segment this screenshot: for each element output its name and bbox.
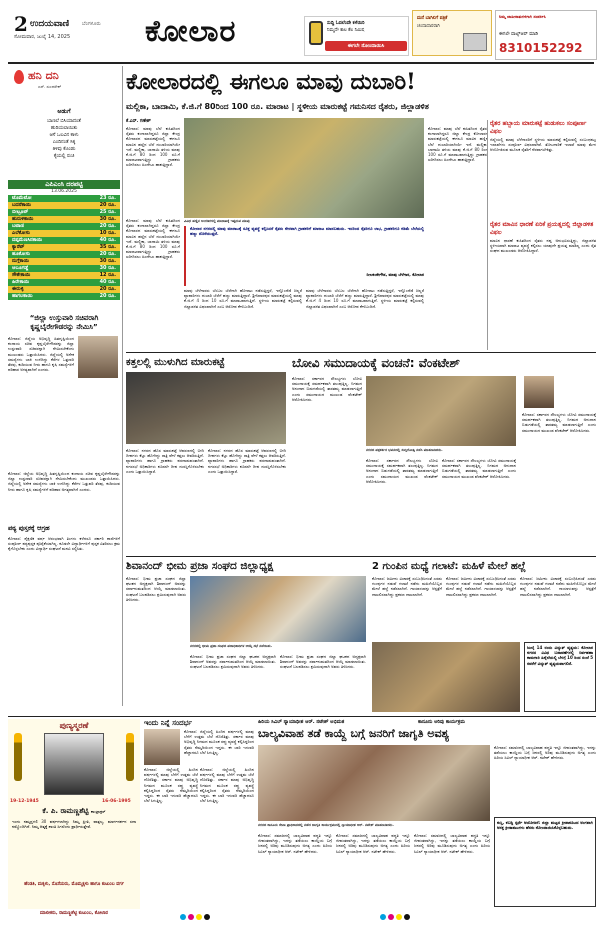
right-box1-title: ರೈತರ ಹಬ್ಬಾಯ ಮಾರುಕಟ್ಟೆ ಹುಡುಕಲು ಸಂಪೂರ್ಣ ವಿಫಲ (490, 120, 587, 135)
ad2-line2: ಚಂದಾದಾರರಾಗಿ (417, 24, 440, 29)
market-headline: ಕತ್ತಲಲ್ಲಿ ಮುಳುಗಿದ ಮಾರುಕಟ್ಟೆ (126, 357, 225, 368)
ad-whatsapp[interactable] (495, 10, 597, 60)
page-number: 2 (14, 12, 28, 36)
market-photo (126, 372, 286, 444)
reg-black (204, 914, 210, 920)
power-notice-text: ಜುಲೈ 14 ರಂದು ವಿದ್ಯುತ್ ವ್ಯತ್ಯಯ: ಕೋಲಾರ ನಗರದ ವಿವಿಧ ಬಡಾವಣೆಗಳಲ್ಲಿ ನಿರ್ವಹಣಾ ಕಾಮಗಾರಿ ಹಿನ್ನೆಲೆಯಲ್ಲಿ ಬೆಳಗ್ಗೆ 10 ರಿಂದ ಸಂಜೆ 5 ರವರೆಗೆ ವಿದ್ಯುತ್ ವ್ಯತ್ಯಯವಾಗಲಿದೆ. (527, 645, 593, 666)
history-title: ಇಂದು ನಿನ್ನೆ ಸಂದರ್ಭ (144, 719, 193, 727)
obit-title: ಪುಣ್ಯಸ್ಮರಣೆ (59, 721, 89, 730)
poem-title: ಅಡುಗೆ (57, 108, 71, 115)
lead-quote (184, 226, 424, 286)
market-body-1: ಕೋಲಾರ: ನಗರದ ಹೊಸ ಮಾರುಕಟ್ಟೆ ಆವರಣದಲ್ಲಿ ಬೀದಿ ದೀಪಗಳು ಕೆಟ್ಟು ಹೋಗಿದ್ದು ರಾತ್ರಿ ವೇಳೆ ಕತ್ತಲು ಆವರಿಸುತ್ತಿದೆ. ವ್ಯಾಪಾರಿಗಳು ಹಾಗೂ ಗ್ರಾಹಕರು ಪರದಾಡುವಂತಾಗಿದೆ. ನಗರಸಭೆ ಅಧಿಕಾರಿಗಳು ಕೂಡಲೇ ದೀಪ ದುರಸ್ತಿಗೊಳಿಸಬೇಕು ಎಂದು ಒತ್ತಾಯಿಸಿದ್ದಾರೆ. (126, 448, 204, 474)
right-column-divider (487, 120, 488, 350)
power-notice-box (524, 642, 596, 712)
history-body-3: ಕೋಲಾರ: ಜಿಲ್ಲೆಯಲ್ಲಿ ಹಿಂದಿನ ವರ್ಷಗಳಲ್ಲಿ ಮಾವು ಬೆಳೆಗೆ ಉತ್ತಮ ಬೆಲೆ ದೊರೆತಿತ್ತು. ಸರ್ಕಾರ ಮಾವು ಅಭಿವೃದ್ಧಿ ನಿಗಮದ ಮೂಲಕ ರಫ್ತು ವ್ಯವಸ್ಥೆ ಕಲ್ಪಿಸಿದ್ದರಿಂದ ರೈತರು ನೆಮ್ಮದಿಯಿಂದ ಇದ್ದರು. ಈ ಬಾರಿ ಇಳುವರಿ ಹೆಚ್ಚಾದರೂ ಬೆಲೆ ಸಿಗುತ್ತಿಲ್ಲ. (200, 767, 254, 804)
lower-rule (8, 716, 596, 717)
sidebar (8, 66, 120, 706)
footer-ad: ಮಾಲೀಕರು, ರಾಮಣ್ಣಶೆಟ್ಟಿ ಕುಟುಂಬ, ಕೋಲಾರ (39, 911, 109, 916)
price-value: 12 ರೂ. (99, 272, 116, 278)
child-headline: ಬಾಲ್ಯವಿವಾಹ ತಡೆ ಕಾಯ್ದೆ ಬಗ್ಗೆ ಜನರಿಗೆ ಜಾಗೃತಿ ಅವಶ್ಯ (258, 727, 450, 740)
fight-photo (372, 642, 520, 712)
price-value: 10 ರೂ. (99, 230, 116, 236)
bovi-headline: ಬೋವಿ ಸಮುದಾಯಕ್ಕೆ ವಂಚನೆ: ವೆಂಕಟೇಶ್ (292, 356, 460, 370)
lead-col3: ಮಾವು ಬೆಳೆಗಾರರು ಬೆಂಬಲ ಬೆಲೆಗಾಗಿ ಹೋರಾಟ ನಡೆಸುತ್ತಿದ್ದರೆ, ಇನ್ನೊಂದೆಡೆ ಚಿಲ್ಲರೆ ವ್ಯಾಪಾರಿಗಳು ದುಬಾರಿ ಬೆಲೆಗೆ ಹಣ್ಣು ಮಾರುತ್ತಿದ್ದಾರೆ. ಶ್ರೀನಿವಾಸಪುರ ಮಾರುಕಟ್ಟೆಯಲ್ಲಿ ಮಾವು ಕೆ.ಜಿ.ಗೆ 4 ರಿಂದ 10 ರೂ.ಗೆ ಮಾರಾಟವಾಗುತ್ತಿದೆ. ಸ್ಥಳೀಯ ಮಾರುಕಟ್ಟೆ ಕಲ್ಪಿಸುವಲ್ಲಿ ಜಿಲ್ಲಾಡಳಿತ ವಿಫಲವಾಗಿದೆ ಎಂಬ ಆರೋಪ ಕೇಳಿಬಂದಿದೆ. (306, 288, 424, 309)
price-value: 25 ರೂ. (99, 209, 116, 215)
quote-byline: ನೀಲಕಂಠೇಗೌಡ, ಮಾವು ಬೆಳೆಗಾರ, ಕೋಲಾರ (366, 272, 424, 277)
price-item: ಹಾಗಲಕಾಯಿ (12, 293, 33, 299)
reg-magenta (388, 914, 394, 920)
ad3-line1: ನಿಮ್ಮ ಜಾಹೀರಾತುಗಳಿಗಾಗಿ ಸಂಪರ್ಕಿಸಿ (499, 14, 546, 19)
fight-body-1: ಕೋಲಾರ: ಜಮೀನು ವಿಚಾರಕ್ಕೆ ಸಂಬಂಧಿಸಿದಂತೆ ಎರಡು ಗುಂಪುಗಳ ನಡುವೆ ಗಲಾಟೆ ನಡೆದು ಮಹಿಳೆಯೊಬ್ಬರ ಮೇಲೆ ಹಲ್ಲೆ ನಡೆಸಲಾಗಿದೆ. ಗಾಯಾಳುವನ್ನು ಆಸ್ಪತ್ರೆಗೆ ದಾಖಲಿಸಲಾಗಿದ್ದು ಪ್ರಕರಣ ದಾಖಲಾಗಿದೆ. (372, 576, 442, 597)
sidebar-divider (122, 66, 123, 706)
ad-delivery[interactable] (412, 10, 492, 56)
lead-byline: ಕೆ.ಎಸ್. ಗಣೇಶ್ (126, 119, 151, 124)
child-kicker: ಹಿರಿಯ ಸಿವಿಲ್ ನ್ಯಾಯಾಧೀಶ ಆರ್. ನಟೇಶ್ ಅಭಿಮತ (258, 719, 345, 725)
price-row (8, 244, 120, 251)
poem-line: ಬಾಣಲೆ ಬಿಸಿಯಾದಂತೆ (47, 119, 81, 124)
price-row (8, 251, 120, 258)
right-box2-text: ಮಾವಿನ ಧಾರಣೆ ಕುಸಿತದಿಂದ ರೈತರು ನಷ್ಟ ಅನುಭವಿಸುತ್ತಿದ್ದು, ಜಿಲ್ಲಾಡಳಿತ ಸ್ಥಳೀಯವಾಗಿ ಮಾರಾಟ ವ್ಯವಸ್ಥೆ ಕಲ್ಪಿಸಲು ಯಾವುದೇ ಪ್ರಯತ್ನ ಮಾಡಿಲ್ಲ ಎಂದು ರೈತ ಸಂಘದ ಮುಖಂಡರು ಆರೋಪಿಸಿದ್ದಾರೆ. (490, 238, 596, 254)
apmc-title: ಎಪಿಎಂಸಿ ದರಪಟ್ಟಿ (8, 180, 120, 189)
ad3-line2: ಈಗಲೇ ವಾಟ್ಸ್‌ಆಪ್ ಮಾಡಿ (499, 32, 538, 37)
obit-name-text: ಕೆ. ಪಿ. ರಾಮಣ್ಣಶೆಟ್ಟಿ (42, 807, 89, 815)
lead-col2: ಮಾವು ಬೆಳೆಗಾರರು ಬೆಂಬಲ ಬೆಲೆಗಾಗಿ ಹೋರಾಟ ನಡೆಸುತ್ತಿದ್ದರೆ, ಇನ್ನೊಂದೆಡೆ ಚಿಲ್ಲರೆ ವ್ಯಾಪಾರಿಗಳು ದುಬಾರಿ ಬೆಲೆಗೆ ಹಣ್ಣು ಮಾರುತ್ತಿದ್ದಾರೆ. ಶ್ರೀನಿವಾಸಪುರ ಮಾರುಕಟ್ಟೆಯಲ್ಲಿ ಮಾವು ಕೆ.ಜಿ.ಗೆ 4 ರಿಂದ 10 ರೂ.ಗೆ ಮಾರಾಟವಾಗುತ್ತಿದೆ. ಸ್ಥಳೀಯ ಮಾರುಕಟ್ಟೆ ಕಲ್ಪಿಸುವಲ್ಲಿ ಜಿಲ್ಲಾಡಳಿತ ವಿಫಲವಾಗಿದೆ ಎಂಬ ಆರೋಪ ಕೇಳಿಬಂದಿದೆ. (184, 288, 302, 309)
sidebar-story-headline: “ಜಿಲ್ಲಾ ಉಸ್ತುವಾರಿ ಸಚಿವರಾಗಿ ಕೃಷ್ಣಬೈರೇಗೌಡರನ್ನು ನೇಮಿಸಿ” (29, 314, 99, 331)
price-item: ದಪ್ಪಮೆಣಸಿನಕಾಯಿ (12, 237, 43, 243)
child-body-1: ಕೋಲಾರ: ಸಮಾಜದಲ್ಲಿ ಬಾಲ್ಯವಿವಾಹ ಪದ್ಧತಿ ಇನ್ನೂ ಜೀವಂತವಾಗಿದ್ದು, ಇದನ್ನು ತಡೆಯಲು ಕಾಯ್ದೆಯ ಬಗ್ಗೆ ಜನರಲ್ಲಿ ಅರಿವು ಮೂಡಿಸುವುದು ಅಗತ್ಯ ಎಂದು ಹಿರಿಯ ಸಿವಿಲ್ ನ್ಯಾಯಾಧೀಶ ಆರ್. ನಟೇಶ್ ಹೇಳಿದರು. (258, 833, 332, 854)
shivanand-caption: ನಗರದಲ್ಲಿ ಭೀಮ ಪ್ರಜಾ ಸಂಘದ ಪದಾಧಿಕಾರಿಗಳ ಆಯ್ಕೆ ಸಭೆ ನಡೆಯಿತು. (190, 644, 272, 648)
market-story (126, 356, 286, 554)
history-photo (144, 729, 180, 765)
price-row (8, 258, 120, 265)
market-body-2: ಕೋಲಾರ: ನಗರದ ಹೊಸ ಮಾರುಕಟ್ಟೆ ಆವರಣದಲ್ಲಿ ಬೀದಿ ದೀಪಗಳು ಕೆಟ್ಟು ಹೋಗಿದ್ದು ರಾತ್ರಿ ವೇಳೆ ಕತ್ತಲು ಆವರಿಸುತ್ತಿದೆ. ವ್ಯಾಪಾರಿಗಳು ಹಾಗೂ ಗ್ರಾಹಕರು ಪರದಾಡುವಂತಾಗಿದೆ. ನಗರಸಭೆ ಅಧಿಕಾರಿಗಳು ಕೂಡಲೇ ದೀಪ ದುರಸ್ತಿಗೊಳಿಸಬೇಕು ಎಂದು ಒತ್ತಾಯಿಸಿದ್ದಾರೆ. (208, 448, 286, 474)
child-body-4: ಕೋಲಾರ: ಸಮಾಜದಲ್ಲಿ ಬಾಲ್ಯವಿವಾಹ ಪದ್ಧತಿ ಇನ್ನೂ ಜೀವಂತವಾಗಿದ್ದು, ಇದನ್ನು ತಡೆಯಲು ಕಾಯ್ದೆಯ ಬಗ್ಗೆ ಜನರಲ್ಲಿ ಅರಿವು ಮೂಡಿಸುವುದು ಅಗತ್ಯ ಎಂದು ಹಿರಿಯ ಸಿವಿಲ್ ನ್ಯಾಯಾಧೀಶ ಆರ್. ನಟೇಶ್ ಹೇಳಿದರು. (494, 745, 596, 761)
brand-byline: ಎಸ್. ಸುಂದರೇಶ್ (38, 84, 62, 89)
lead-col1-cont: ಕೋಲಾರ: ಮಾವು ಬೆಲೆ ಕುಸಿತದಿಂದ ರೈತರು ಕಂಗಾಲಾಗಿದ್ದರೂ ಜಿಲ್ಲಾ ಕೇಂದ್ರ ಕೋಲಾರದ ಮಾರುಕಟ್ಟೆಯಲ್ಲಿ ಈಗಲೂ ಮಾವಿನ ಹಣ್ಣಿನ ಬೆಲೆ ದುಬಾರಿಯಾಗಿಯೇ ಇದೆ. ಮಲ್ಲಿಕಾ, ಬಾದಾಮಿ ತಳಿಯ ಮಾವು ಕೆ.ಜಿ.ಗೆ 80 ರಿಂದ 100 ರೂ.ಗೆ ಮಾರಾಟವಾಗುತ್ತಿದ್ದು ಗ್ರಾಹಕರು ಖರೀದಿಸಲು ಹಿಂದೇಟು ಹಾಕುತ್ತಿದ್ದಾರೆ. (126, 218, 180, 260)
sidebar-story-body: ಕೋಲಾರ: ಜಿಲ್ಲೆಯ ಅಭಿವೃದ್ಧಿ ಹಿತದೃಷ್ಟಿಯಿಂದ ಕಂದಾಯ ಸಚಿವ ಕೃಷ್ಣಬೈರೇಗೌಡರನ್ನು ಜಿಲ್ಲಾ ಉಸ್ತುವಾರಿ ಸಚಿವರನ್ನಾಗಿ ನೇಮಿಸಬೇಕೆಂದು ಮುಖಂಡರು ಒತ್ತಾಯಿಸಿದರು. ಜಿಲ್ಲೆಯಲ್ಲಿ ಅನೇಕ ಸಮಸ್ಯೆಗಳು ಬಾಕಿ ಉಳಿದಿದ್ದು ಕೆರೆಗಳ ಒತ್ತುವರಿ ತೆರವು, ಕುಡಿಯುವ ನೀರು ಹಾಗೂ ಕೃಷಿ ಸಮಸ್ಯೆಗಳಿಗೆ ಪರಿಹಾರ ಅಗತ್ಯವಾಗಿದೆ ಎಂದರು. (8, 336, 74, 373)
poem-line: ಎಂದಿನಂತೆ ಸಿಕ್ಕ (52, 140, 76, 145)
bovi-body-4: ಕೋಲಾರ: ಸರ್ಕಾರದ ಸೌಲಭ್ಯಗಳು ಬೋವಿ ಸಮುದಾಯಕ್ಕೆ ಸಮರ್ಪಕವಾಗಿ ತಲುಪುತ್ತಿಲ್ಲ. ನಿಗಮದ ಅನುದಾನ ಬಿಡುಗಡೆಯಲ್ಲಿ ತಾರತಮ್ಯ ಮಾಡಲಾಗುತ್ತಿದೆ ಎಂದು ಸಮುದಾಯದ ಮುಖಂಡ ವೆಂಕಟೇಶ್ ಆರೋಪಿಸಿದರು. (522, 412, 596, 433)
city-tag: ಬೆಂಗಳೂರು (82, 21, 101, 27)
price-row (8, 237, 120, 244)
price-value: 20 ರೂ. (99, 251, 116, 257)
history-body-2: ಕೋಲಾರ: ಜಿಲ್ಲೆಯಲ್ಲಿ ಹಿಂದಿನ ವರ್ಷಗಳಲ್ಲಿ ಮಾವು ಬೆಳೆಗೆ ಉತ್ತಮ ಬೆಲೆ ದೊರೆತಿತ್ತು. ಸರ್ಕಾರ ಮಾವು ಅಭಿವೃದ್ಧಿ ನಿಗಮದ ಮೂಲಕ ರಫ್ತು ವ್ಯವಸ್ಥೆ ಕಲ್ಪಿಸಿದ್ದರಿಂದ ರೈತರು ನೆಮ್ಮದಿಯಿಂದ ಇದ್ದರು. ಈ ಬಾರಿ ಇಳುವರಿ ಹೆಚ್ಚಾದರೂ ಬೆಲೆ ಸಿಗುತ್ತಿಲ್ಲ. (144, 767, 198, 804)
apmc-price-list (8, 195, 120, 300)
price-item: ಈರುಳ್ಳಿ (12, 286, 24, 292)
ad1-cta[interactable]: ಈಗಲೇ ನೋಂದಾಯಿಸಿ (325, 41, 407, 51)
reg-yellow (196, 914, 202, 920)
lead-bottom-rule (126, 352, 596, 353)
price-item: ಆಲೂಗಡ್ಡೆ (12, 265, 29, 271)
phone-icon (309, 21, 323, 45)
lamp-right-icon (126, 733, 134, 781)
fight-headline: 2 ಗುಂಪಿನ ಮಧ್ಯೆ ಗಲಾಟೆ: ಮಹಿಳೆ ಮೇಲೆ ಹಲ್ಲೆ (372, 561, 526, 572)
sports-box-text: ಕುಸ್ತಿ, ಕಬಡ್ಡಿ ಸ್ಪರ್ಧೆ ಆಯೋಜನೆ: ಜಿಲ್ಲಾ ಮಟ್ಟದ ಕ್ರೀಡಾಕೂಟದ ಅಂಗವಾಗಿ ಆಸಕ್ತ ಕ್ರೀಡಾಪಟುಗಳು ಹೆಸರು ನೋಂದಾಯಿಸಿಕೊಳ್ಳಬಹುದು. (497, 820, 593, 831)
bovi-caption: ನಗರದ ಪತ್ರಕರ್ತರ ಭವನದಲ್ಲಿ ಸುದ್ದಿಗೋಷ್ಠಿ ನಡೆಸಿ ಮಾತನಾಡಿದರು. (366, 448, 443, 452)
child-photo (258, 745, 490, 821)
right-box1-text: ಜಿಲ್ಲೆಯಲ್ಲಿ ಮಾವು ಬೆಳೆಗಾರರಿಗೆ ಸ್ಥಳೀಯ ಮಾರುಕಟ್ಟೆ ಕಲ್ಪಿಸುವಲ್ಲಿ ಸಂಬಂಧಪಟ್ಟ ಇಲಾಖೆಗಳು ಸಂಪೂರ್ಣ ವಿಫಲವಾಗಿವೆ. ತೋಟಗಾರಿಕೆ ಇಲಾಖೆ ಮಾವು ಮೇಳ ಆಯೋಜಿಸುವ ಮೂಲಕ ರೈತರಿಗೆ ನೆರವಾಗಬೇಕಿತ್ತು. (490, 137, 596, 153)
history-body-1: ಕೋಲಾರ: ಜಿಲ್ಲೆಯಲ್ಲಿ ಹಿಂದಿನ ವರ್ಷಗಳಲ್ಲಿ ಮಾವು ಬೆಳೆಗೆ ಉತ್ತಮ ಬೆಲೆ ದೊರೆತಿತ್ತು. ಸರ್ಕಾರ ಮಾವು ಅಭಿವೃದ್ಧಿ ನಿಗಮದ ಮೂಲಕ ರಫ್ತು ವ್ಯವಸ್ಥೆ ಕಲ್ಪಿಸಿದ್ದರಿಂದ ರೈತರು ನೆಮ್ಮದಿಯಿಂದ ಇದ್ದರು. ಈ ಬಾರಿ ಇಳುವರಿ ಹೆಚ್ಚಾದರೂ ಬೆಲೆ ಸಿಗುತ್ತಿಲ್ಲ. (184, 729, 254, 755)
price-value: 30 ರೂ. (99, 265, 116, 271)
reg-cyan (180, 914, 186, 920)
reg-black (404, 914, 410, 920)
shivanand-body-1: ಕೋಲಾರ: ಭೀಮ ಪ್ರಜಾ ಸಂಘದ ಜಿಲ್ಲಾ ಘಟಕದ ಅಧ್ಯಕ್ಷರಾಗಿ ಶಿವಾನಂದ್ ಅವರನ್ನು ಸರ್ವಾನುಮತದಿಂದ ಆಯ್ಕೆ ಮಾಡಲಾಯಿತು. ಸಂಘಟನೆ ಬಲಪಡಿಸಲು ಶ್ರಮಿಸುವುದಾಗಿ ಅವರು ತಿಳಿಸಿದರು. (126, 576, 186, 602)
price-item: ಸೌತೇಕಾಯಿ (12, 272, 31, 278)
shivanand-photo (190, 576, 366, 642)
bovi-story (292, 356, 596, 554)
obit-name (8, 807, 140, 816)
ad-subscribe[interactable] (304, 16, 409, 56)
bovi-body-2: ಕೋಲಾರ: ಸರ್ಕಾರದ ಸೌಲಭ್ಯಗಳು ಬೋವಿ ಸಮುದಾಯಕ್ಕೆ ಸಮರ್ಪಕವಾಗಿ ತಲುಪುತ್ತಿಲ್ಲ. ನಿಗಮದ ಅನುದಾನ ಬಿಡುಗಡೆಯಲ್ಲಿ ತಾರತಮ್ಯ ಮಾಡಲಾಗುತ್ತಿದೆ ಎಂದು ಸಮುದಾಯದ ಮುಖಂಡ ವೆಂಕಟೇಶ್ ಆರೋಪಿಸಿದರು. (366, 458, 438, 484)
fight-body-3: ಕೋಲಾರ: ಜಮೀನು ವಿಚಾರಕ್ಕೆ ಸಂಬಂಧಿಸಿದಂತೆ ಎರಡು ಗುಂಪುಗಳ ನಡುವೆ ಗಲಾಟೆ ನಡೆದು ಮಹಿಳೆಯೊಬ್ಬರ ಮೇಲೆ ಹಲ್ಲೆ ನಡೆಸಲಾಗಿದೆ. ಗಾಯಾಳುವನ್ನು ಆಸ್ಪತ್ರೆಗೆ ದಾಖಲಿಸಲಾಗಿದ್ದು ಪ್ರಕರಣ ದಾಖಲಾಗಿದೆ. (520, 576, 596, 597)
paper-name: ಉದಯವಾಣಿ (30, 19, 70, 29)
price-value: 20 ರೂ. (99, 202, 116, 208)
mango-photo (184, 118, 424, 218)
price-row (8, 202, 120, 209)
honey-logo-icon (14, 70, 24, 84)
price-value: 30 ರೂ. (99, 258, 116, 264)
registration-marks (180, 914, 210, 920)
lead-col4: ಕೋಲಾರ: ಮಾವು ಬೆಲೆ ಕುಸಿತದಿಂದ ರೈತರು ಕಂಗಾಲಾಗಿದ್ದರೂ ಜಿಲ್ಲಾ ಕೇಂದ್ರ ಕೋಲಾರದ ಮಾರುಕಟ್ಟೆಯಲ್ಲಿ ಈಗಲೂ ಮಾವಿನ ಹಣ್ಣಿನ ಬೆಲೆ ದುಬಾರಿಯಾಗಿಯೇ ಇದೆ. ಮಲ್ಲಿಕಾ, ಬಾದಾಮಿ ತಳಿಯ ಮಾವು ಕೆ.ಜಿ.ಗೆ 80 ರಿಂದ 100 ರೂ.ಗೆ ಮಾರಾಟವಾಗುತ್ತಿದ್ದು ಗ್ರಾಹಕರು ಖರೀದಿಸಲು ಹಿಂದೇಟು ಹಾಕುತ್ತಿದ್ದಾರೆ. (428, 126, 488, 163)
obit-name-suffix: ಕಾಂಟ್ರಾಕ್ಟರ್ (90, 809, 106, 814)
poem (8, 118, 120, 160)
price-item: ಹೂಕೋಸು (12, 251, 30, 257)
price-row (8, 216, 120, 223)
right-box2-title: ರೈತರ ಮಾವಿನ ಧಾರಣೆ ಏರಿಕೆ ಪ್ರಯತ್ನದಲ್ಲಿ ಜಿಲ್ಲಾಡಳಿತ ವಿಫಲ (490, 221, 594, 236)
right-column (490, 120, 596, 350)
ad2-line1: ಮನೆ ಬಾಗಿಲಿಗೆ ಪತ್ರಿಕೆ (417, 16, 448, 21)
price-value: 40 ರೂ. (99, 237, 116, 243)
child-marriage-story (258, 719, 596, 909)
price-value: 40 ರೂ. (99, 279, 116, 285)
price-row (8, 230, 120, 237)
price-item: ಕ್ಯಾರೆಟ್ (12, 244, 25, 250)
lead-col1: ಕೋಲಾರ: ಮಾವು ಬೆಲೆ ಕುಸಿತದಿಂದ ರೈತರು ಕಂಗಾಲಾಗಿದ್ದರೂ ಜಿಲ್ಲಾ ಕೇಂದ್ರ ಕೋಲಾರದ ಮಾರುಕಟ್ಟೆಯಲ್ಲಿ ಈಗಲೂ ಮಾವಿನ ಹಣ್ಣಿನ ಬೆಲೆ ದುಬಾರಿಯಾಗಿಯೇ ಇದೆ. ಮಲ್ಲಿಕಾ, ಬಾದಾಮಿ ತಳಿಯ ಮಾವು ಕೆ.ಜಿ.ಗೆ 80 ರಿಂದ 100 ರೂ.ಗೆ ಮಾರಾಟವಾಗುತ್ತಿದ್ದು ಗ್ರಾಹಕರು ಖರೀದಿಸಲು ಹಿಂದೇಟು ಹಾಕುತ್ತಿದ್ದಾರೆ. (126, 126, 180, 168)
price-item: ಬದನೆಕಾಯಿ (12, 202, 31, 208)
apmc-date: 13.06.2025 (8, 189, 120, 195)
price-item: ನುಗ್ಗೆಕಾಯಿ (12, 258, 29, 264)
poem-line: ತಿಳಿವು ಕೊಂಡು (52, 147, 76, 152)
sidebar-story-body-cont: ಕೋಲಾರ: ಜಿಲ್ಲೆಯ ಅಭಿವೃದ್ಧಿ ಹಿತದೃಷ್ಟಿಯಿಂದ ಕಂದಾಯ ಸಚಿವ ಕೃಷ್ಣಬೈರೇಗೌಡರನ್ನು ಜಿಲ್ಲಾ ಉಸ್ತುವಾರಿ ಸಚಿವರನ್ನಾಗಿ ನೇಮಿಸಬೇಕೆಂದು ಮುಖಂಡರು ಒತ್ತಾಯಿಸಿದರು. ಜಿಲ್ಲೆಯಲ್ಲಿ ಅನೇಕ ಸಮಸ್ಯೆಗಳು ಬಾಕಿ ಉಳಿದಿದ್ದು ಕೆರೆಗಳ ಒತ್ತುವರಿ ತೆರವು, ಕುಡಿಯುವ ನೀರು ಹಾಗೂ ಕೃಷಿ ಸಮಸ್ಯೆಗಳಿಗೆ ಪರಿಹಾರ ಅಗತ್ಯವಾಗಿದೆ ಎಂದರು. (8, 471, 120, 492)
shivanand-body-3: ಕೋಲಾರ: ಭೀಮ ಪ್ರಜಾ ಸಂಘದ ಜಿಲ್ಲಾ ಘಟಕದ ಅಧ್ಯಕ್ಷರಾಗಿ ಶಿವಾನಂದ್ ಅವರನ್ನು ಸರ್ವಾನುಮತದಿಂದ ಆಯ್ಕೆ ಮಾಡಲಾಯಿತು. ಸಂಘಟನೆ ಬಲಪಡಿಸಲು ಶ್ರಮಿಸುವುದಾಗಿ ಅವರು ತಿಳಿಸಿದರು. (280, 654, 366, 670)
masthead-rule (8, 62, 594, 64)
price-row (8, 195, 120, 202)
obit-born: 19-12-1945 (10, 799, 39, 804)
poem-line: ಹುರಿಯಲಾಯಿತು (50, 126, 78, 131)
poem-line: ಆಸೆ ಒಲವಿನ ಕಾಳು (49, 133, 79, 138)
shivanand-story (126, 560, 366, 714)
apmc-box (8, 180, 120, 300)
price-value: 20 ರೂ. (99, 223, 116, 229)
price-row (8, 286, 120, 293)
reg-cyan (380, 914, 386, 920)
shivanand-headline: ಶಿವಾನಂದ್ ಭೀಮ ಪ್ರಜಾ ಸಂಘದ ಜಿಲ್ಲಾಧ್ಯಕ್ಷ (126, 560, 274, 572)
section-title: ಕೋಲಾರ (145, 14, 237, 49)
bovi-body-1: ಕೋಲಾರ: ಸರ್ಕಾರದ ಸೌಲಭ್ಯಗಳು ಬೋವಿ ಸಮುದಾಯಕ್ಕೆ ಸಮರ್ಪಕವಾಗಿ ತಲುಪುತ್ತಿಲ್ಲ. ನಿಗಮದ ಅನುದಾನ ಬಿಡುಗಡೆಯಲ್ಲಿ ತಾರತಮ್ಯ ಮಾಡಲಾಗುತ್ತಿದೆ ಎಂದು ಸಮುದಾಯದ ಮುಖಂಡ ವೆಂಕಟೇಶ್ ಆರೋಪಿಸಿದರು. (292, 376, 362, 402)
ad1-line2: ನಿಮ್ಮದೇ ಕಾಲ ಕೆಲ ನಿಮಿಷ (327, 28, 365, 33)
sports-box (494, 817, 596, 907)
quote-text: ಕೋಲಾರ ನಗರದಲ್ಲಿ ಮಾವು ಮಾರಾಟಕ್ಕೆ ಸೂಕ್ತ ವ್ಯವಸ್ಥೆ ಕಲ್ಪಿಸಿದರೆ ರೈತರು ನೇರವಾಗಿ ಗ್ರಾಹಕರಿಗೆ ಮಾರಾಟ ಮಾಡಬಹುದು. ಇದರಿಂದ ರೈತರಿಗೂ ಲಾಭ, ಗ್ರಾಹಕರಿಗೂ ಕಡಿಮೆ ಬೆಲೆಯಲ್ಲಿ ಹಣ್ಣು ದೊರೆಯುತ್ತದೆ. (190, 226, 424, 237)
price-item: ಹುರುಳಿಕಾಯಿ (12, 216, 34, 222)
price-value: 20 ರೂ. (99, 286, 116, 292)
sidebar-story2-body: ಕೋಲಾರ: ಶೈಕ್ಷಣಿಕ ವರ್ಷ ಆರಂಭವಾಗಿ ತಿಂಗಳು ಕಳೆದರೂ ಸರ್ಕಾರಿ ಶಾಲೆಗಳಿಗೆ ಸಂಪೂರ್ಣ ಪಠ್ಯಪುಸ್ತಕ ಪೂರೈಕೆಯಾಗಿಲ್ಲ. ಕೂಡಲೇ ವಿದ್ಯಾರ್ಥಿಗಳಿಗೆ ಪುಸ್ತಕ ವಿತರಿಸಲು ಕ್ರಮ ಕೈಗೊಳ್ಳಬೇಕು ಎಂದು ವಿದ್ಯಾರ್ಥಿ ಸಂಘಟನೆ ಮನವಿ ಸಲ್ಲಿಸಿತು. (8, 536, 120, 552)
price-row (8, 265, 120, 272)
poem-line: ಕೈಯಲ್ಲಿ ರುಚಿ (53, 154, 75, 159)
brand-title: ಹನಿ ದನಿ (28, 69, 59, 82)
reg-magenta (188, 914, 194, 920)
newspaper-icon (463, 33, 487, 51)
price-value: 20 ರೂ. (99, 293, 116, 299)
mango-photo-caption: ವಿವಿಧ ಹಣ್ಣಿನ ಅಂಗಡಿಗಳಲ್ಲಿ ಮಾರಾಟಕ್ಕೆ ಇಟ್ಟಿರುವ ಮಾವು (184, 219, 250, 223)
price-item: ಬೀಟ್ರೂಟ್ (12, 209, 29, 215)
lead-subhead: ಮಲ್ಲಿಕಾ, ಬಾದಾಮಿ, ಕೆ.ಜಿ.ಗೆ 80ರಿಂದ 100 ರೂ. ಮಾರಾಟ | ಸ್ಥಳೀಯ ಮಾರುಕಟ್ಟೆ ಗಮನಿಸದ ರೈತರು, ಜಿಲ್ಲಾಡಳಿತ (126, 102, 429, 111)
child-body-2: ಕೋಲಾರ: ಸಮಾಜದಲ್ಲಿ ಬಾಲ್ಯವಿವಾಹ ಪದ್ಧತಿ ಇನ್ನೂ ಜೀವಂತವಾಗಿದ್ದು, ಇದನ್ನು ತಡೆಯಲು ಕಾಯ್ದೆಯ ಬಗ್ಗೆ ಜನರಲ್ಲಿ ಅರಿವು ಮೂಡಿಸುವುದು ಅಗತ್ಯ ಎಂದು ಹಿರಿಯ ಸಿವಿಲ್ ನ್ಯಾಯಾಧೀಶ ಆರ್. ನಟೇಶ್ ಹೇಳಿದರು. (336, 833, 410, 854)
masthead (0, 0, 600, 64)
price-row (8, 293, 120, 300)
shivanand-body-2: ಕೋಲಾರ: ಭೀಮ ಪ್ರಜಾ ಸಂಘದ ಜಿಲ್ಲಾ ಘಟಕದ ಅಧ್ಯಕ್ಷರಾಗಿ ಶಿವಾನಂದ್ ಅವರನ್ನು ಸರ್ವಾನುಮತದಿಂದ ಆಯ್ಕೆ ಮಾಡಲಾಯಿತು. ಸಂಘಟನೆ ಬಲಪಡಿಸಲು ಶ್ರಮಿಸುವುದಾಗಿ ಅವರು ತಿಳಿಸಿದರು. (190, 654, 276, 670)
price-value: 35 ರೂ. (99, 244, 116, 250)
price-row (8, 209, 120, 216)
price-row (8, 272, 120, 279)
price-item: ಬಟಾಣಿ (12, 223, 24, 229)
ad3-phone[interactable]: 8310152292 (499, 41, 583, 55)
child-caption: ನಗರದ ಕಾನೂನು ಸೇವಾ ಪ್ರಾಧಿಕಾರದಲ್ಲಿ ನಡೆದ ಜಾಗೃತಿ ಕಾರ್ಯಕ್ರಮದಲ್ಲಿ ನ್ಯಾಯಾಧೀಶ ಆರ್. ನಟೇಶ್ ಮಾತನಾಡಿದರು. (258, 823, 394, 827)
sidebar-story2-headline: ಪಠ್ಯ ಪುಸ್ತಕಕ್ಕೆ ಆಗ್ರಹ (8, 524, 50, 532)
person-photo (78, 336, 118, 378)
mid-rule (126, 556, 596, 557)
obit-died: 16-06-1995 (102, 799, 131, 804)
child-body-3: ಕೋಲಾರ: ಸಮಾಜದಲ್ಲಿ ಬಾಲ್ಯವಿವಾಹ ಪದ್ಧತಿ ಇನ್ನೂ ಜೀವಂತವಾಗಿದ್ದು, ಇದನ್ನು ತಡೆಯಲು ಕಾಯ್ದೆಯ ಬಗ್ಗೆ ಜನರಲ್ಲಿ ಅರಿವು ಮೂಡಿಸುವುದು ಅಗತ್ಯ ಎಂದು ಹಿರಿಯ ಸಿವಿಲ್ ನ್ಯಾಯಾಧೀಶ ಆರ್. ನಟೇಶ್ ಹೇಳಿದರು. (414, 833, 490, 854)
obit-text: ಇಂದು ನಮ್ಮನ್ನಗಲಿ 30 ವರ್ಷಗಳಾಗಿದ್ದು ನಿಮ್ಮ ಪ್ರೀತಿ, ವಾತ್ಸಲ್ಯ, ಮಾರ್ಗದರ್ಶನ ಸದಾ ನಮ್ಮೊಂದಿಗಿದೆ. ನಿಮ್ಮ ಆತ್ಮಕ್ಕೆ ಶಾಂತಿ ಸಿಗಲೆಂದು ಪ್ರಾರ್ಥಿಸುತ್ತೇವೆ. (12, 819, 136, 830)
fight-story (372, 560, 596, 714)
lamp-left-icon (14, 733, 22, 781)
price-item: ಎಲೆಕೋಸು (12, 230, 30, 236)
registration-marks-2 (380, 914, 410, 920)
price-item: ಟೊಮೆಟೋ (12, 195, 32, 201)
reg-yellow (396, 914, 402, 920)
obit-family: ಹೆಂಡತಿ, ಮಕ್ಕಳು, ಸೊಸೆಯರು, ಮೊಮ್ಮಕ್ಕಳು ಹಾಗೂ ಕುಟುಂಬ ವರ್ಗ (24, 882, 124, 887)
price-value: 30 ರೂ. (99, 216, 116, 222)
obituary (8, 719, 140, 909)
price-value: 23 ರೂ. (99, 195, 116, 201)
bovi-body-3: ಕೋಲಾರ: ಸರ್ಕಾರದ ಸೌಲಭ್ಯಗಳು ಬೋವಿ ಸಮುದಾಯಕ್ಕೆ ಸಮರ್ಪಕವಾಗಿ ತಲುಪುತ್ತಿಲ್ಲ. ನಿಗಮದ ಅನುದಾನ ಬಿಡುಗಡೆಯಲ್ಲಿ ತಾರತಮ್ಯ ಮಾಡಲಾಗುತ್ತಿದೆ ಎಂದು ಸಮುದಾಯದ ಮುಖಂಡ ವೆಂಕಟೇಶ್ ಆರೋಪಿಸಿದರು. (442, 458, 516, 479)
price-row (8, 223, 120, 230)
bovi-person-photo (524, 376, 554, 408)
fight-body-2: ಕೋಲಾರ: ಜಮೀನು ವಿಚಾರಕ್ಕೆ ಸಂಬಂಧಿಸಿದಂತೆ ಎರಡು ಗುಂಪುಗಳ ನಡುವೆ ಗಲಾಟೆ ನಡೆದು ಮಹಿಳೆಯೊಬ್ಬರ ಮೇಲೆ ಹಲ್ಲೆ ನಡೆಸಲಾಗಿದೆ. ಗಾಯಾಳುವನ್ನು ಆಸ್ಪತ್ರೆಗೆ ದಾಖಲಿಸಲಾಗಿದ್ದು ಪ್ರಕರಣ ದಾಖಲಾಗಿದೆ. (446, 576, 516, 597)
dateline: ಸೋಮವಾರ, ಜುಲೈ 14, 2025 (14, 34, 71, 40)
child-kicker-right: ಕಾನೂನು ಅರಿವು ಕಾರ್ಯಕ್ರಮ (418, 719, 466, 725)
ad1-line1: ಸುದ್ದಿ ಓದಲೆಂದೇ ಕಳೆಯಿರಿ (327, 21, 365, 26)
price-row (8, 279, 120, 286)
history-column (144, 719, 254, 909)
obit-portrait (44, 733, 104, 795)
lead-headline: ಕೋಲಾರದಲ್ಲಿ ಈಗಲೂ ಮಾವು ದುಬಾರಿ! (126, 69, 416, 95)
bovi-photo (366, 376, 516, 446)
price-item: ಹಿರೇಕಾಯಿ (12, 279, 30, 285)
